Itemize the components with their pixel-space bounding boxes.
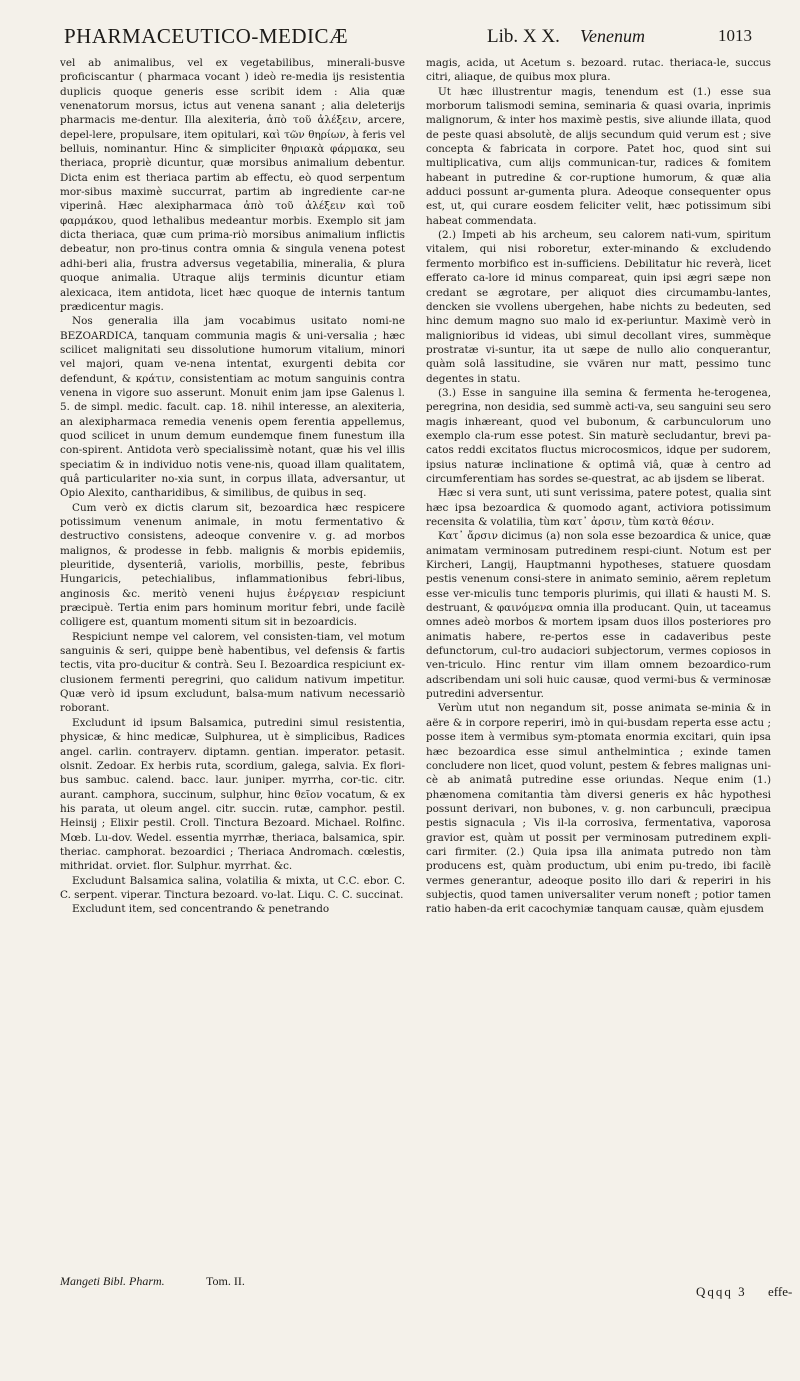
paragraph: Hæc si vera sunt, uti sunt verissima, patere potest, qualia sint hæc ipsa bezoardica & quomodo agant, activiora potissimum recensita & volatilia, tùm κατ᾽ ἀρσιν, tùm κατὰ θέσιν. [426,487,771,528]
paragraph: Excludunt id ipsum Balsamica, putredini simul resistentia, physicæ, & hinc medicæ, Sulphurea, ut è simplicibus, Radices angel. carlin. contrayerv. diptamn. gentian. imperator. petasit. olsnit. Zedoar. Ex herbis ruta, scordium, galega, salvia. Ex flori-bus sambuc. calend. bacc. laur. juniper. myrrha, cor-tic. citr. aurant. camphora, succinum, sulphur, hinc θεῖον vocatum, & ex his parata, ut oleum angel. citr. succin. rutæ, camphor. pestil. Heinsij ; Elixir pestil. Croll. Tinctura Bezoard. Michael. Rolfinc. Mœb. Lu-dov. Wedel. essentia myrrhæ, theriaca, balsamica, spir. theriac. camphorat. bezoardici ; Theriaca Andromach. cœlestis, mithridat. orviet. flor. Sulphur. myrrhat. &c. [60,716,405,873]
paragraph: Excludunt item, sed concentrando & penetrando [72,903,330,916]
right-column [426,56,771,1286]
subject-label: Venenum [580,26,645,46]
footer-volume: Tom. II. [206,1274,245,1288]
paragraph: Excludunt Balsamica salina, volatilia & mixta, ut C.C. ebor. C. C. serpent. viperar. Tinctura bezoard. vo-lat. Liqu. C. C. succinat. [60,874,405,901]
paragraph: magis, acida, ut Acetum s. bezoard. rutac. theriaca-le, succus citri, aliaque, de quibus mox plura. [426,57,771,84]
paragraph: Verùm utut non negandum sit, posse animata se-minia & in aëre & in corpore reperiri, imò in qui-busdam reperta esse actu ; posse item à vermibus sym-ptomata enormia excitari, quin ipsa hæc bezoardica esse simul anthelmintica ; exinde tamen concludere non licet, quod volunt, pestem & febres malignas uni-cè ab animatâ putredine esse oriundas. Neque enim (1.) phænomena comitantia tàm diversi generis ex hâc hypothesi possunt derivari, non bubones, v. g. non carbunculi, præcipua pestis signacula ; Vis il-la corrosiva, fermentativa, vaporosa gravior est, quàm ut possit per verminosam putredinem expli-cari firmiter. (2.) Quia ipsa illa animata putredo non tàm producens est, quàm productum, ubi enim pu-tredo, ibi facilè vermes generantur, adeoque posito illo dari & reperiri in his subjectis, quod tamen universaliter verum noneft ; potior tamen ratio haben-da erit cacochymiæ tanquam causæ, quàm ejusdem [426,702,771,916]
signature-mark: Qqqq 3 [696,1284,747,1299]
paragraph: (2.) Impeti ab his archeum, seu calorem nati-vum, spiritum vitalem, qui nisi roboretur, exter-minando & excludendo fermento morbifico est in-sufficiens. Debilitatur hic reverà, licet efferato ca-lore id minus compareat, quin ipsi ægri sæpe non credant se ægrotare, per aliquot dies circumambu-lantes, dencken sie vvollens ubergehen, habe nichts zu bedeuten, sed hinc demum magno suo malo id ex-periuntur. Maximè verò in malignioribus id videas, ubi simul decollant vires, summèque prostratæ vi-suntur, ita ut sæpe de nullo alio conquerantur, quàm solâ lassitudine, sie vvären nur matt, pessimo tunc degentes in statu. [426,229,771,385]
paragraph: Nos generalia illa jam vocabimus usitato nomi-ne BEZOARDICA, tanquam communia magis & uni-versalia ; hæc scilicet malignitati seu dissolutione humorum vitalium, minori vel majori, quam ve-nena intentat, exurgenti debita cor defendunt, & κράτιν, consistentiam ac motum sanguinis contra venena in vigore suo asserunt. Monuit enim jam ipse Galenus l. 5. de simpl. medic. facult. cap. 18. nihil interesse, an alexiteria, an alexipharmaca remedia venenis opem ferentia appellemus, quod scilicet in unum demum eundemque finem funestum illa con-spirent. Antidota verò specialissimè notant, quæ his vel illis speciatim & in individuo notis vene-nis, quoad illam qualitatem, quâ particulariter no-xia sunt, in corpus illata, adversantur, ut Opio Alexito, cantharidibus, & similibus, de quibus in seq. [60,315,405,500]
book-label: Lib. X X. [487,26,560,47]
paragraph: Respiciunt nempe vel calorem, vel consisten-tiam, vel motum sanguinis & seri, quippe benè habentibus, vel defensis & fartis tectis, vita pro-ducitur & contrà. Seu I. Bezoardica respiciunt ex-clusionem fermenti peregrini, quo calidum nativum impetitur. Quæ verò id ipsum excludunt, balsa-mum nativum necessariò roborant. [60,630,405,715]
running-title: PHARMACEUTICO-MEDICÆ [64,24,349,48]
paragraph: Κατ᾽ ἄρσιν dicimus (a) non sola esse bezoardica & unice, quæ animatam verminosam putredinem respi-ciunt. Notum est per Kircheri, Langij, Hauptmanni hypotheses, statuere quosdam pestis venenum consi-stere in animato seminio, aërem repletum esse ver-miculis tunc temporis plurimis, qui illati & hausti M. S. destruant, & φαινόμενα omnia illa producant. Quin, ut taceamus omnes adeò morbos & mortem ipsam duos illos posteriores pro animatis habere, re-pertos esse in cadaveribus peste defunctorum, cul-tro audaciori subjectorum, vermes copiosos in ven-triculo. Hinc rentur vim illam omnem bezoardico-rum adscribendam uni soli huic causæ, quod vermi-bus & verminosæ putredini adversentur. [426,530,771,701]
paragraph: (3.) Esse in sanguine illa semina & fermenta he-terogenea, peregrina, non desidia, sed summè acti-va, seu sanguini seu sero magis inhæreant, quod vel bubonum, & carbunculorum uno exemplo cla-rum esse potest. Sin maturè secludantur, brevi pa-catos reddi excitatos fluctus microcosmicos, idque per sudorem, ipsius naturæ inclinatione & optimâ viâ, quæ à centro ad circumferentiam has sordes se-questrat, ac ab ijsdem se liberat. [426,386,771,485]
page-number: 1013 [718,26,752,45]
footer-title: Mangeti Bibl. Pharm. [60,1274,165,1288]
catchword: effe- [768,1284,793,1299]
left-column [60,56,405,1286]
page-header [60,18,752,56]
paragraph: Ut hæc illustrentur magis, tenendum est (1.) esse sua morborum talismodi semina, seminaria & quasi ovaria, inprimis malignorum, & inter hos maximè pestis, sive aliunde illata, quod de peste quasi absolutè, de alijs secundum quid verum est ; sive concepta & fabricata in corpore. Patet hoc, quod sint sui multiplicativa, cum alijs communican-tur, radices & fomitem habeant in putredine & cor-ruptione humorum, & quæ alia adduci possunt ar-gumenta plura. Adeoque consequenter opus est, ut, qui curare eosdem feliciter velit, hæc potissimum sibi habeat commendata. [426,85,771,227]
paragraph: Cum verò ex dictis clarum sit, bezoardica hæc respicere potissimum venenum animale, in motu fermentativo & destructivo consistens, adeoque convenire v. g. ad morbos malignos, & prodesse in febb. malignis & morbis epidemiis, pleuritide, dysenteriâ, variolis, morbillis, peste, febribus Hungaricis, petechialibus, inflammationibus febri-libus, anginosis &c. meritò veneni hujus ἐνέργειαν respiciunt præcipuè. Tertia enim pars hominum moritur febri, unde facilè colligere est, quantum momenti situm sit in bezoardicis. [60,501,405,629]
text-columns [60,56,770,1286]
paragraph: vel ab animalibus, vel ex vegetabilibus, minerali-busve proficiscantur ( pharmaca vocant ) ideò re-media ijs resistentia duplicis quoque generis esse scribit idem : Alia quæ venenatorum morsus, ictus aut venena sanant ; alia deleterijs pharmacis me-dentur. Illa alexiteria, ἀπὸ τοῦ ἀλέξειν, arcere, depel-lere, propulsare, item opitulari, καὶ τῶν θηρίων, à feris vel belluis, nominantur. Hinc & simpliciter θηριακὰ φάρμακα, seu theriaca, propriè dicuntur, quæ morsibus animalium debentur. Dicta enim est theriaca partim ab effectu, eò quod serpentum mor-sibus maximè succurrat, partim ab ingrediente car-ne viperinâ. Hæc alexipharmaca ἀπὸ τοῦ ἀλέξειν καὶ τοῦ φαρμάκου, quod lethalibus medeantur morbis. Exemplo sit jam dicta theriaca, quæ cum prima-riò morsibus animalium inflictis debeatur, non pro-tinus contra omnia & singula venena potest adhi-beri alia, frustra adversus vegetabilia, mineralia, & plura quoque animalia. Utraque alijs terminis dicuntur etiam alexicaca, item antidota, licet hæc quoque de internis tantum prædicentur magis. [60,57,405,313]
